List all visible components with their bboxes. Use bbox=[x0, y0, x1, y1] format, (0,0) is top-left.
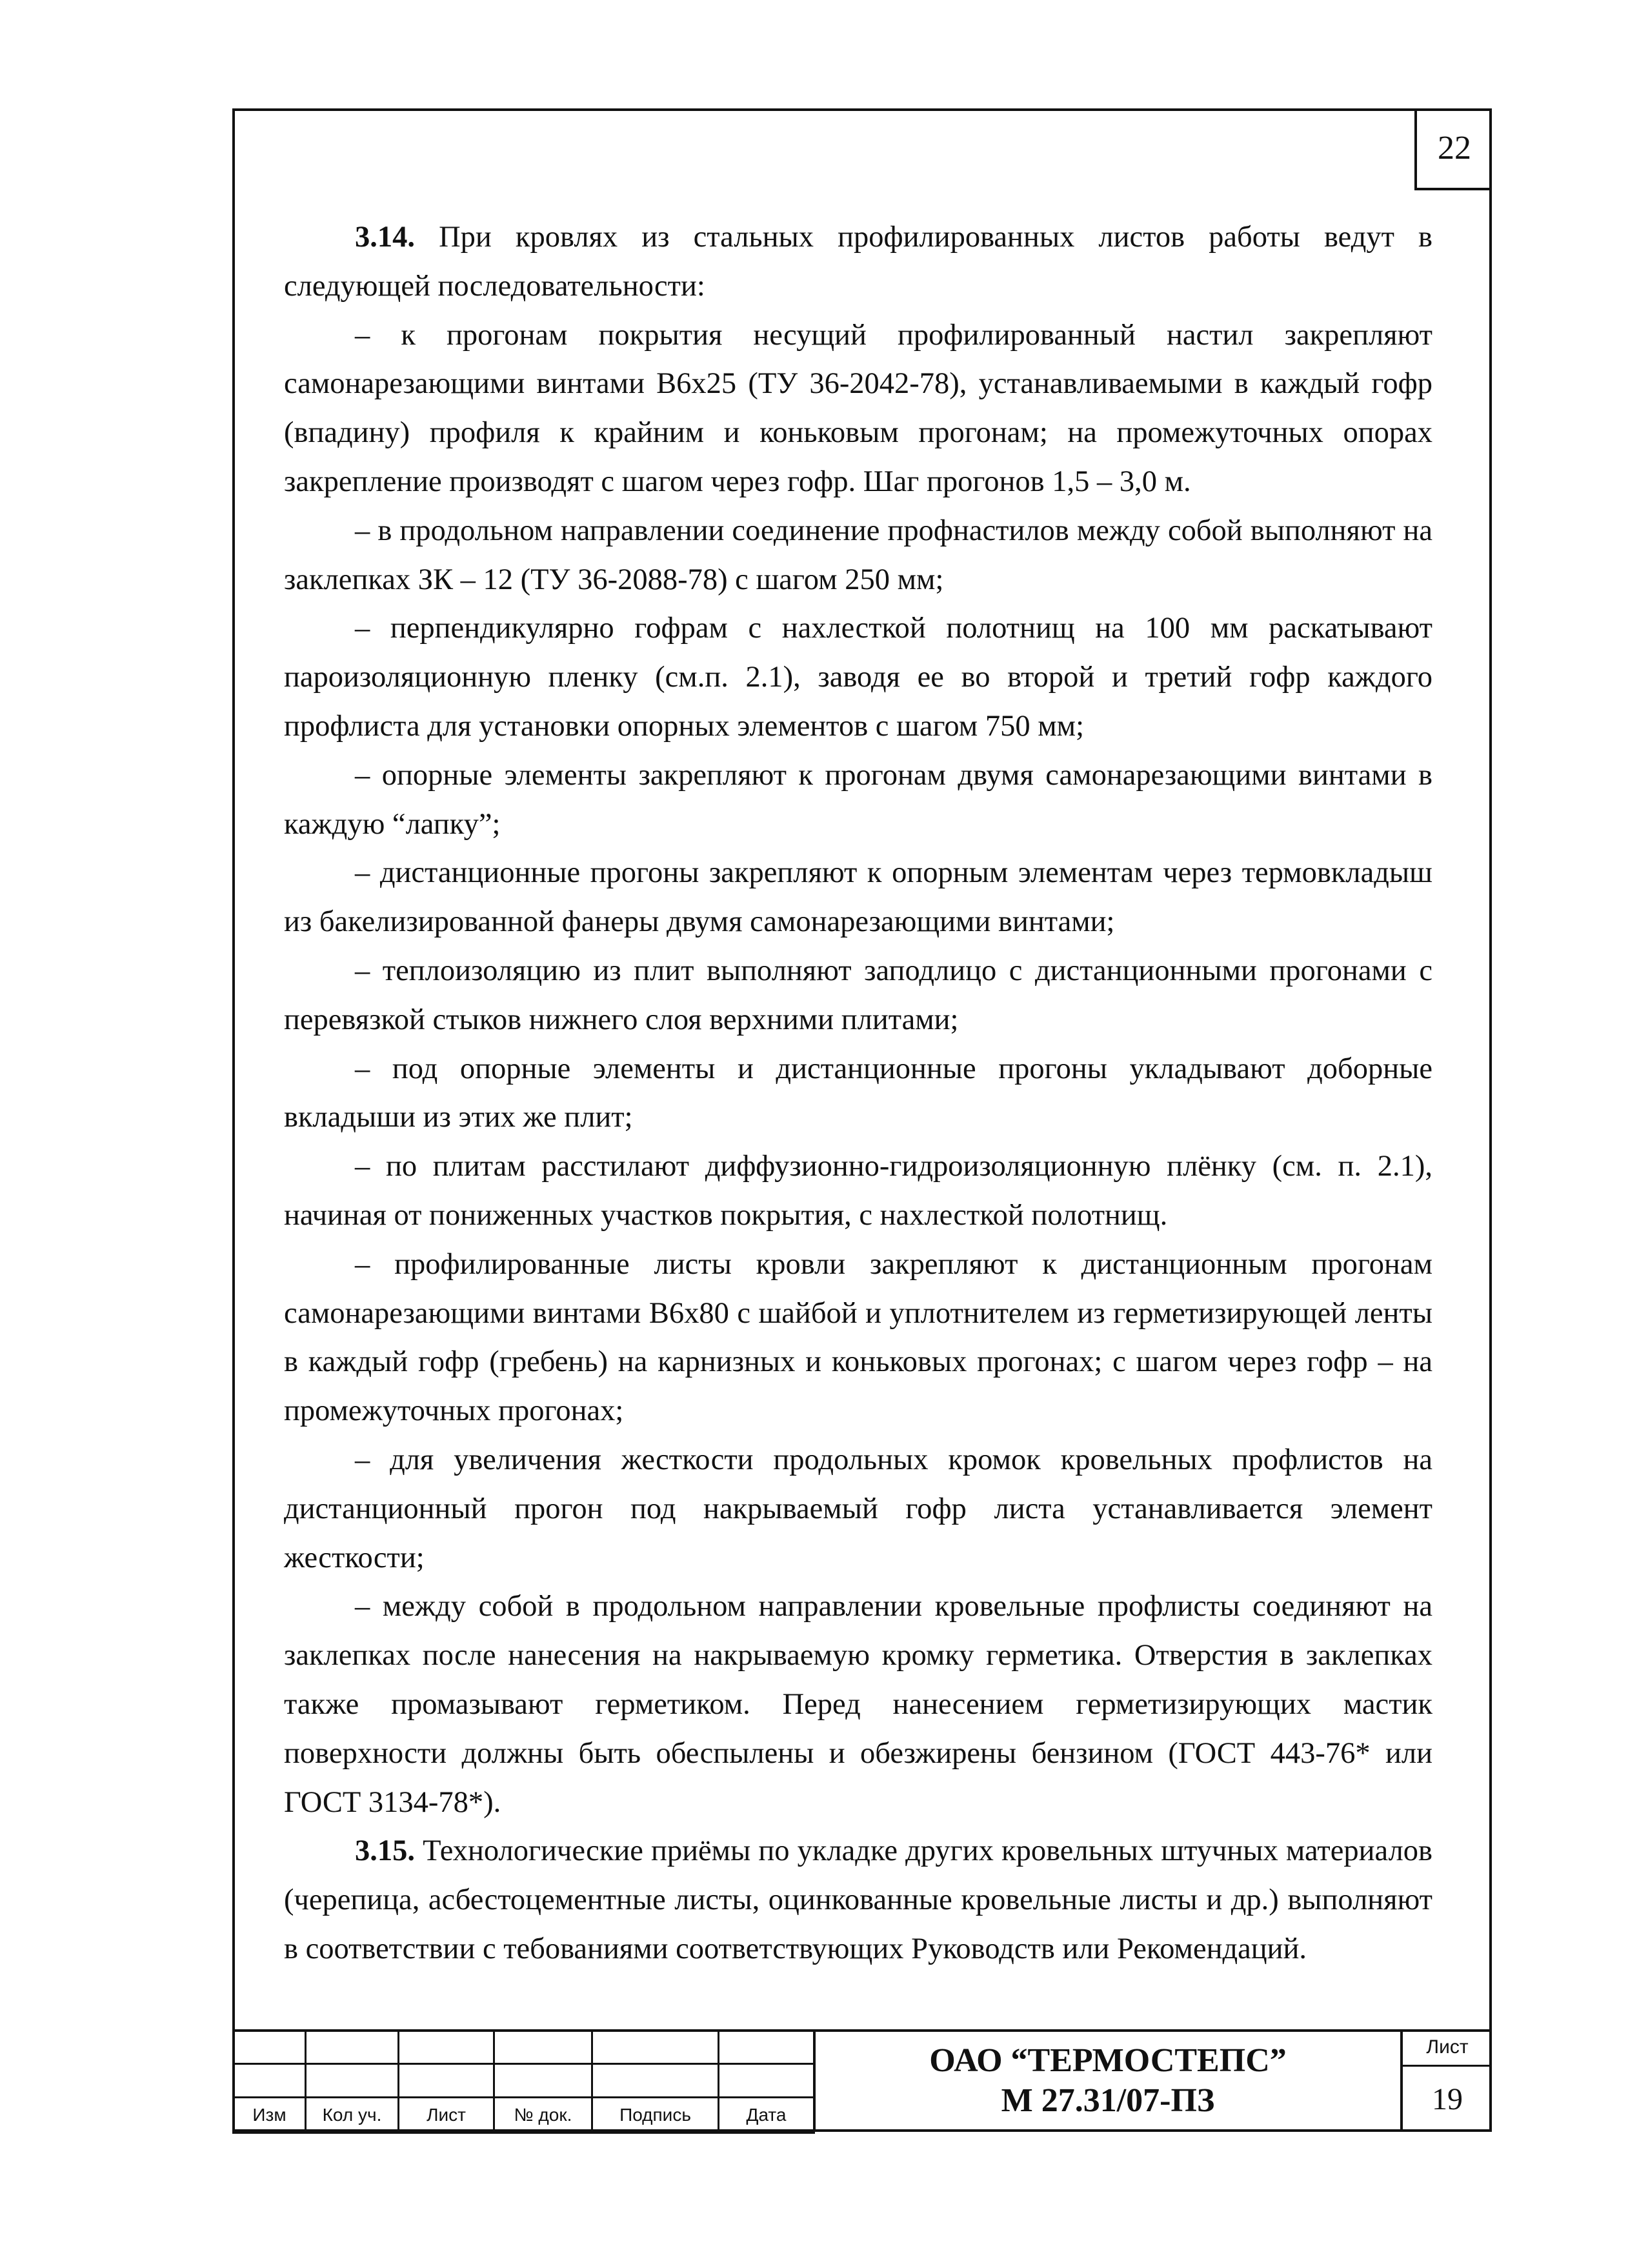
paragraph-3-14: 3.14. При кровлях из стальных профилированных листов работы ведут в следующей последовательности: bbox=[284, 221, 1432, 303]
section-number: 3.15. bbox=[355, 1834, 415, 1868]
header-signature: Подпись bbox=[592, 2098, 719, 2133]
list-item: – перпендикулярно гофрам с нахлесткой полотнищ на 100 мм раскатывают пароизоляционную пленку (см.п. 2.1), заводя ее во второй и третий гофр каждого профлиста для установки опорных элементов с шагом 750 мм; bbox=[284, 612, 1432, 743]
section-number: 3.14. bbox=[355, 221, 415, 254]
document-body bbox=[284, 213, 1432, 1974]
header-kol-uch: Кол уч. bbox=[306, 2098, 399, 2133]
list-item: – в продольном направлении соединение профнастилов между собой выполняют на заклепках ЗК – 12 (ТУ 36-2088-78) с шагом 250 мм; bbox=[284, 514, 1432, 596]
revision-table bbox=[232, 2029, 815, 2134]
sheet-label: Лист bbox=[1403, 2029, 1492, 2067]
list-item: – для увеличения жесткости продольных кромок кровельных профлистов на дистанционный прогон под накрываемый гофр листа устанавливается элемент жесткости; bbox=[284, 1443, 1432, 1574]
list-item: – опорные элементы закрепляют к прогонам двумя самонарезающими винтами в каждую “лапку”; bbox=[284, 758, 1432, 841]
list-item: – по плитам расстилают диффузионно-гидроизоляционную плёнку (см. п. 2.1), начиная от пониженных участков покрытия, с нахлесткой полотнищ. bbox=[284, 1150, 1432, 1232]
paragraph-3-15: 3.15. Технологические приёмы по укладке других кровельных штучных материалов (черепица, асбестоцементные листы, оцинкованные кровельные листы и др.) выполняют в соответствии с тебованиями соответствующих Руководств или Рекомендаций. bbox=[284, 1834, 1432, 1965]
document-code: М 27.31/07-ПЗ bbox=[1001, 2082, 1215, 2119]
title-block bbox=[232, 2029, 1492, 2132]
list-item: – профилированные листы кровли закрепляют к дистанционным прогонам самонарезающими винтами В6х80 с шайбой и уплотнителем из герметизирующей ленты в каждый гофр (гребень) на карнизных и коньковых прогонах; с шагом через гофр – на промежуточных прогонах; bbox=[284, 1247, 1432, 1428]
header-izm: Изм bbox=[234, 2098, 306, 2133]
sheet-cell bbox=[1400, 2029, 1492, 2132]
header-list: Лист bbox=[399, 2098, 494, 2133]
list-item: – между собой в продольном направлении кровельные профлисты соединяют на заклепках после нанесения на накрываемую кромку герметика. Отверстия в заклепках также промазывают герметиком. Перед нанесением герметизирующих мастик поверхности должны быть обеспылены и обезжирены бензином (ГОСТ 443-76* или ГОСТ 3134-78*). bbox=[284, 1590, 1432, 1819]
list-item: – к прогонам покрытия несущий профилированный настил закрепляют самонарезающими винтами В6х25 (ТУ 36-2042-78), устанавливаемыми в каждый гофр (впадину) профиля к крайним и коньковым прогонам; на промежуточных опорах закрепление производят с шагом через гофр. Шаг прогонов 1,5 – 3,0 м. bbox=[284, 318, 1432, 498]
document-title bbox=[813, 2029, 1400, 2132]
header-date: Дата bbox=[719, 2098, 814, 2133]
sheet-number: 19 bbox=[1432, 2082, 1463, 2116]
list-item: – теплоизоляцию из плит выполняют заподлицо с дистанционными прогонами с перевязкой стыков нижнего слоя верхними плитами; bbox=[284, 954, 1432, 1036]
header-doc-no: № док. bbox=[494, 2098, 592, 2133]
list-item: – под опорные элементы и дистанционные прогоны укладывают доборные вкладыши из этих же плит; bbox=[284, 1052, 1432, 1134]
list-item: – дистанционные прогоны закрепляют к опорным элементам через термовкладыш из бакелизированной фанеры двумя самонарезающими винтами; bbox=[284, 856, 1432, 939]
organization-name: ОАО “ТЕРМОСТЕПС” bbox=[929, 2042, 1287, 2079]
page-number: 22 bbox=[1414, 108, 1492, 190]
